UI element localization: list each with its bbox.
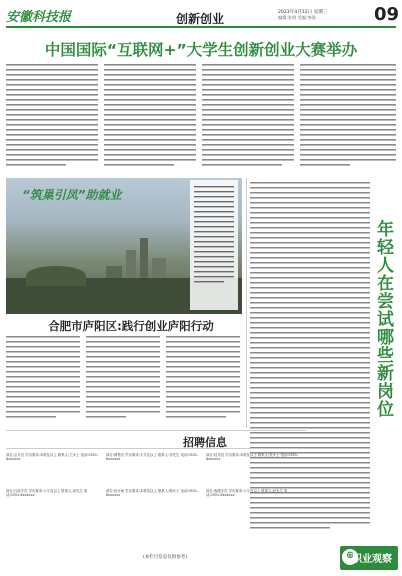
column-divider [246, 178, 247, 428]
header-rule [6, 26, 396, 28]
article-body [6, 64, 398, 176]
job-listing: 岗位:会计员 学历要求:本科及以上 联系人:王女士 电话:0551-6xxxxxx [6, 453, 99, 462]
jobs-divider [6, 430, 306, 431]
job-listing: 岗位:销售员 学历要求:大专及以上 联系人:李先生 电话:0551-6xxxxxx [106, 453, 199, 462]
job-listing: 岗位:行政专员 学历要求:大专及以上 联系人:刘先生 电话:0551-6xxxxxx [6, 489, 88, 498]
page-number: 09 [374, 4, 400, 25]
photo-caption-text [190, 180, 238, 310]
photo-caption-panel [190, 180, 238, 310]
masthead: 安徽科技报 [6, 10, 72, 25]
jobs-footnote: (本栏目信息仅供参考) [142, 555, 187, 560]
issue-date: 2023年4月12日 星期三 [278, 10, 328, 15]
jobs-table [6, 448, 304, 549]
jobs-section-title: 招聘信息 [183, 436, 227, 449]
sub-headline: 合肥市庐阳区:践行创业庐阳行动 [48, 319, 214, 333]
job-listing: 岗位:技术员 学历要求:本科及以上 联系人:张女士 电话:0551-6xxxxxx [206, 453, 299, 462]
section-title: 创新创业 [175, 12, 224, 26]
right-column-title: 年轻人在尝试哪些新岗位 [373, 220, 393, 418]
sub-article-body [6, 336, 246, 428]
editor-line: 编辑:张明 美编:李强 [278, 15, 316, 20]
job-listing: 岗位:设计师 学历要求:本科及以上 联系人:陈女士 电话:0551-6xxxxxx [106, 489, 199, 498]
job-listing: 岗位:客服专员 学历要求:大专及以上 联系人:赵先生 电话:0551-6xxxxxx [206, 489, 288, 498]
photo-title: “筑巢引凤”助就业 [22, 188, 122, 202]
logo-mark-icon: ⊕ [346, 550, 355, 561]
logo-text: 职业观察 [352, 554, 392, 565]
main-headline: 中国国际“互联网+”大学生创新创业大赛举办 [44, 41, 358, 59]
trees-shape [26, 266, 86, 286]
